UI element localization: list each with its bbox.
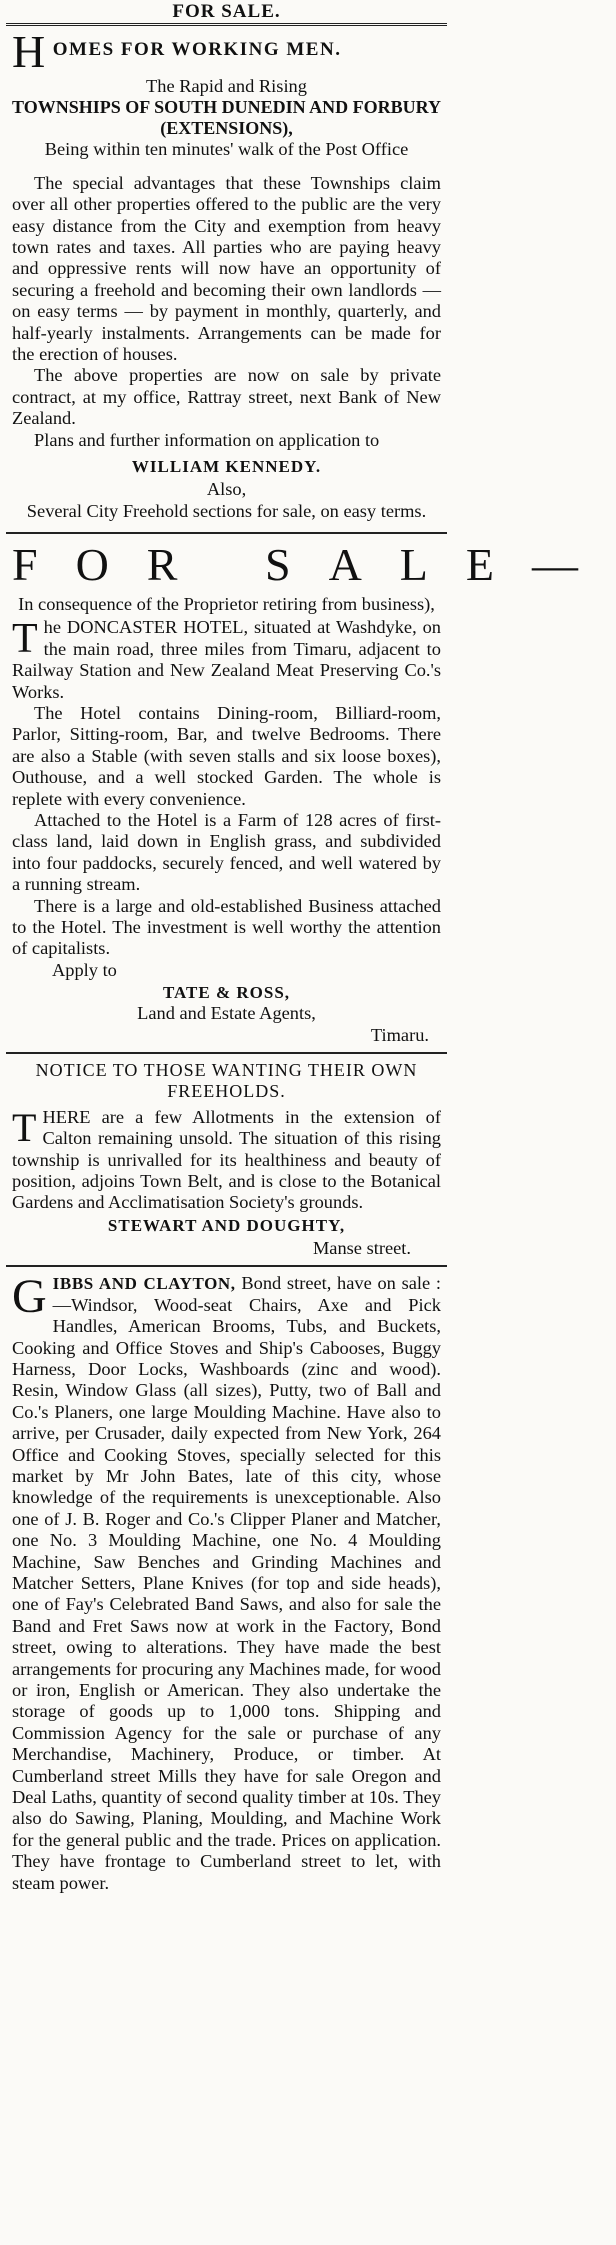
ad-paragraph (12, 1270, 441, 1894)
also-label: Also, (206, 479, 247, 500)
title-text: OMES FOR WORKING MEN. (52, 39, 342, 60)
freeholds-body (12, 1104, 441, 1214)
ad-title: FOR SALE— (12, 538, 616, 590)
apply-label: Apply to (52, 959, 117, 980)
ad-paragraph: The Hotel contains Dining-room, Billiard-room, Parlor, Sitting-room, Bar, and twelve Bedrooms. There are also a Stable (with seven stalls and six loose boxes), Outhouse, and a well stocked Garden. The whole is replete with every convenience. (12, 702, 441, 809)
ad-text: Bond street, have on sale :—Windsor, Wood-seat Chairs, Axe and Pick Handles, American Brooms, Tubs, and Buckets, Cooking and Office Stoves and Ship's Cabooses, Buggy Harness, Door Locks, Washboards (zinc and wood). Resin, Window Glass (all sizes), Putty, two of Ball and Co.'s Planers, one large Moulding Machine. Have also to arrive, per Crusader, daily expected from New York, 264 Office and Cooking Stoves, specially selected for this market by Mr John Bates, late of this city, whose knowledge of the requirements is unexceptionable. Also one of J. B. Roger and Co.'s Clipper Planer and Matcher, one No. 3 Moulding Machine, one No. 4 Moulding Machine, Saw Benches and Grinding Machines and Matcher Setters, Plane Knives (for top and side heads), one of Fay's Celebrated Band Saws, and also for sale the Band and Fret Saws now at work in the Factory, Bond street, owing to alterations. They have made the best arrangements for procuring any Machines made, for wood or iron, English or American. They also undertake the storage of goods up to 1,000 tons. Shipping and Commission Agency for the sale or purchase of any Merchandise, Machinery, Produce, or timber. At Cumberland street Mills they have for sale Oregon and Deal Laths, quantity of second quality timber at 10s. They also do Sawing, Planing, Moulding, and Machine Work for the general public and the trade. Prices on application. They have frontage to Cumberland street to let, with steam power. (12, 1273, 441, 1893)
ad-paragraph: In consequence of the Proprietor retiring from business), (18, 593, 435, 614)
ad-headline: TOWNSHIPS OF SOUTH DUNEDIN AND FORBURY (EXTENSIONS), (12, 97, 441, 139)
drop-cap: T (12, 616, 38, 663)
drop-cap: H (12, 26, 47, 77)
advertisement-homes (6, 26, 447, 532)
ad-paragraph: There is a large and old-established Business attached to the Hotel. The investment is well worthy the attention of capitalists. (12, 895, 441, 959)
hotel-intro (12, 617, 441, 703)
ad-paragraph: he DONCASTER HOTEL, situated at Washdyke, on the main road, three miles from Timaru, adjacent to Railway Station and New Zealand Meat Preserving Co.'s Works. (12, 617, 441, 702)
signature: WILLIAM KENNEDY. (131, 457, 322, 477)
firm-name: IBBS AND CLAYTON, (52, 1274, 236, 1294)
ad-title (12, 26, 441, 77)
signer-place: Timaru. (370, 1024, 429, 1045)
ad-paragraph: The special advantages that these Townships claim over all other properties offered to the public are the very easy distance from the City and exemption from heavy town rates and taxes. All parties who are paying heavy and oppressive rents will now have an opportunity of securing a freehold and becoming their own landlords — on easy terms — by payment in monthly, quarterly, and half-yearly instalments. Arrangements can be made for the erection of houses. (12, 172, 441, 365)
advertisement-freeholds (6, 1054, 447, 1265)
ad-title: NOTICE TO THOSE WANTING THEIR OWN FREEHOLDS. (35, 1060, 418, 1102)
signature: TATE & ROSS, (162, 983, 291, 1003)
ad-tagline: Being within ten minutes' walk of the Post Office (44, 139, 409, 160)
drop-cap: T (12, 1104, 37, 1150)
ad-paragraph: Plans and further information on application to (34, 429, 380, 450)
advertisement-hotel (6, 534, 616, 1052)
drop-cap: G (12, 1270, 47, 1324)
ad-paragraph: HERE are a few Allotments in the extension of Calton remaining unsold. The situation of this rising township is unrivalled for its healthiness and beauty of position, adjoins Town Belt, and is close to the Botanical Gardens and Acclimatisation Society's grounds. (12, 1106, 441, 1213)
also-text: Several City Freehold sections for sale, on easy terms. (26, 500, 427, 521)
gibbs-body (12, 1270, 441, 1894)
signer-title: Land and Estate Agents, (137, 1003, 316, 1024)
ad-subtitle: The Rapid and Rising (146, 76, 307, 96)
advertisement-gibbs-clayton (6, 1267, 447, 1900)
section-header: FOR SALE. (172, 1, 281, 22)
ad-paragraph: Attached to the Hotel is a Farm of 128 acres of first-class land, laid down in English grass, and subdivided into four paddocks, securely fenced, and well watered by a running stream. (12, 809, 441, 895)
signature: STEWART AND DOUGHTY, (107, 1215, 346, 1235)
signer-place: Manse street. (312, 1237, 411, 1258)
ad-paragraph: The above properties are now on sale by private contract, at my office, Rattray street, next Bank of New Zealand. (12, 365, 441, 429)
